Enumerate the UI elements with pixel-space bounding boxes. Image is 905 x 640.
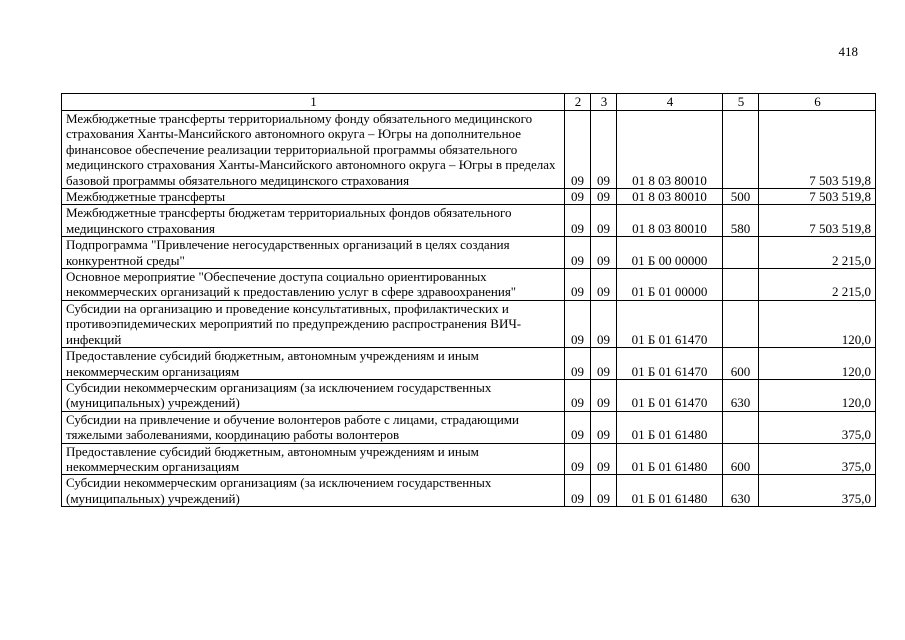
- row-expense-type: [723, 111, 759, 189]
- header-col-4: 4: [617, 94, 723, 111]
- header-col-1: 1: [62, 94, 565, 111]
- table-row: [62, 237, 876, 269]
- row-name: Межбюджетные трансферты бюджетам территориальных фондов обязательного медицинского страхования: [62, 205, 565, 237]
- row-name: Подпрограмма "Привлечение негосударственных организаций в целях создания конкурентной среды": [62, 237, 565, 269]
- row-target-code: 01 Б 01 61470: [617, 348, 723, 380]
- row-name: Предоставление субсидий бюджетным, автономным учреждениям и иным некоммерческим организациям: [62, 348, 565, 380]
- table-row: [62, 300, 876, 347]
- row-name: Межбюджетные трансферты: [62, 189, 565, 205]
- table-row: [62, 189, 876, 205]
- row-amount: 2 215,0: [759, 269, 876, 301]
- row-target-code: 01 Б 01 61480: [617, 411, 723, 443]
- table-row: [62, 205, 876, 237]
- row-subsection: 09: [591, 237, 617, 269]
- row-section: 09: [565, 300, 591, 347]
- row-expense-type: [723, 269, 759, 301]
- header-row: [62, 94, 876, 111]
- table-row: [62, 111, 876, 189]
- row-section: 09: [565, 111, 591, 189]
- row-name: Межбюджетные трансферты территориальному фонду обязательного медицинского страхования Ханты-Мансийского автономного округа – Югры на дополнительное финансовое обеспечение реализации территориальной программы обязательного медицинского страхования Ханты-Мансийского автономного округа – Югры в пределах базовой программы обязательного медицинского страхования: [62, 111, 565, 189]
- row-expense-type: [723, 237, 759, 269]
- budget-table: [61, 93, 876, 507]
- row-target-code: 01 Б 01 61480: [617, 443, 723, 475]
- table-row: [62, 443, 876, 475]
- row-name: Субсидии некоммерческим организациям (за исключением государственных (муниципальных) учреждений): [62, 379, 565, 411]
- row-name: Субсидии на организацию и проведение консультативных, профилактических и противоэпидемических мероприятий по предупреждению распространения ВИЧ-инфекций: [62, 300, 565, 347]
- row-amount: 2 215,0: [759, 237, 876, 269]
- row-amount: 120,0: [759, 348, 876, 380]
- header-col-6: 6: [759, 94, 876, 111]
- row-amount: 7 503 519,8: [759, 189, 876, 205]
- row-amount: 7 503 519,8: [759, 111, 876, 189]
- row-subsection: 09: [591, 379, 617, 411]
- row-section: 09: [565, 443, 591, 475]
- row-section: 09: [565, 237, 591, 269]
- header-col-3: 3: [591, 94, 617, 111]
- table-row: [62, 379, 876, 411]
- row-target-code: 01 Б 00 00000: [617, 237, 723, 269]
- row-expense-type: [723, 300, 759, 347]
- row-expense-type: [723, 411, 759, 443]
- header-col-5: 5: [723, 94, 759, 111]
- row-target-code: 01 Б 01 00000: [617, 269, 723, 301]
- row-name: Субсидии некоммерческим организациям (за исключением государственных (муниципальных) учреждений): [62, 475, 565, 507]
- row-name: Субсидии на привлечение и обучение волонтеров работе с лицами, страдающими тяжелыми заболеваниями, координацию работы волонтеров: [62, 411, 565, 443]
- row-section: 09: [565, 348, 591, 380]
- row-subsection: 09: [591, 348, 617, 380]
- row-subsection: 09: [591, 475, 617, 507]
- row-target-code: 01 8 03 80010: [617, 111, 723, 189]
- table-row: [62, 475, 876, 507]
- row-section: 09: [565, 189, 591, 205]
- row-amount: 375,0: [759, 443, 876, 475]
- row-expense-type: 500: [723, 189, 759, 205]
- row-name: Предоставление субсидий бюджетным, автономным учреждениям и иным некоммерческим организациям: [62, 443, 565, 475]
- row-amount: 7 503 519,8: [759, 205, 876, 237]
- row-section: 09: [565, 269, 591, 301]
- row-subsection: 09: [591, 443, 617, 475]
- table-row: [62, 269, 876, 301]
- row-expense-type: 600: [723, 348, 759, 380]
- row-section: 09: [565, 475, 591, 507]
- row-expense-type: 600: [723, 443, 759, 475]
- table-body: [62, 111, 876, 507]
- row-target-code: 01 8 03 80010: [617, 189, 723, 205]
- row-subsection: 09: [591, 411, 617, 443]
- row-target-code: 01 Б 01 61470: [617, 300, 723, 347]
- row-subsection: 09: [591, 300, 617, 347]
- row-name: Основное мероприятие "Обеспечение доступа социально ориентированных некоммерческих организаций к предоставлению услуг в сфере здравоохранения": [62, 269, 565, 301]
- table-row: [62, 348, 876, 380]
- row-subsection: 09: [591, 111, 617, 189]
- row-amount: 375,0: [759, 475, 876, 507]
- row-subsection: 09: [591, 269, 617, 301]
- header-col-2: 2: [565, 94, 591, 111]
- row-target-code: 01 Б 01 61470: [617, 379, 723, 411]
- row-amount: 120,0: [759, 300, 876, 347]
- row-expense-type: 630: [723, 475, 759, 507]
- row-section: 09: [565, 411, 591, 443]
- row-amount: 120,0: [759, 379, 876, 411]
- row-target-code: 01 8 03 80010: [617, 205, 723, 237]
- row-target-code: 01 Б 01 61480: [617, 475, 723, 507]
- row-section: 09: [565, 205, 591, 237]
- row-amount: 375,0: [759, 411, 876, 443]
- row-subsection: 09: [591, 189, 617, 205]
- table-header: [62, 94, 876, 111]
- table-row: [62, 411, 876, 443]
- row-section: 09: [565, 379, 591, 411]
- row-expense-type: 630: [723, 379, 759, 411]
- page-number: 418: [838, 44, 858, 59]
- row-expense-type: 580: [723, 205, 759, 237]
- row-subsection: 09: [591, 205, 617, 237]
